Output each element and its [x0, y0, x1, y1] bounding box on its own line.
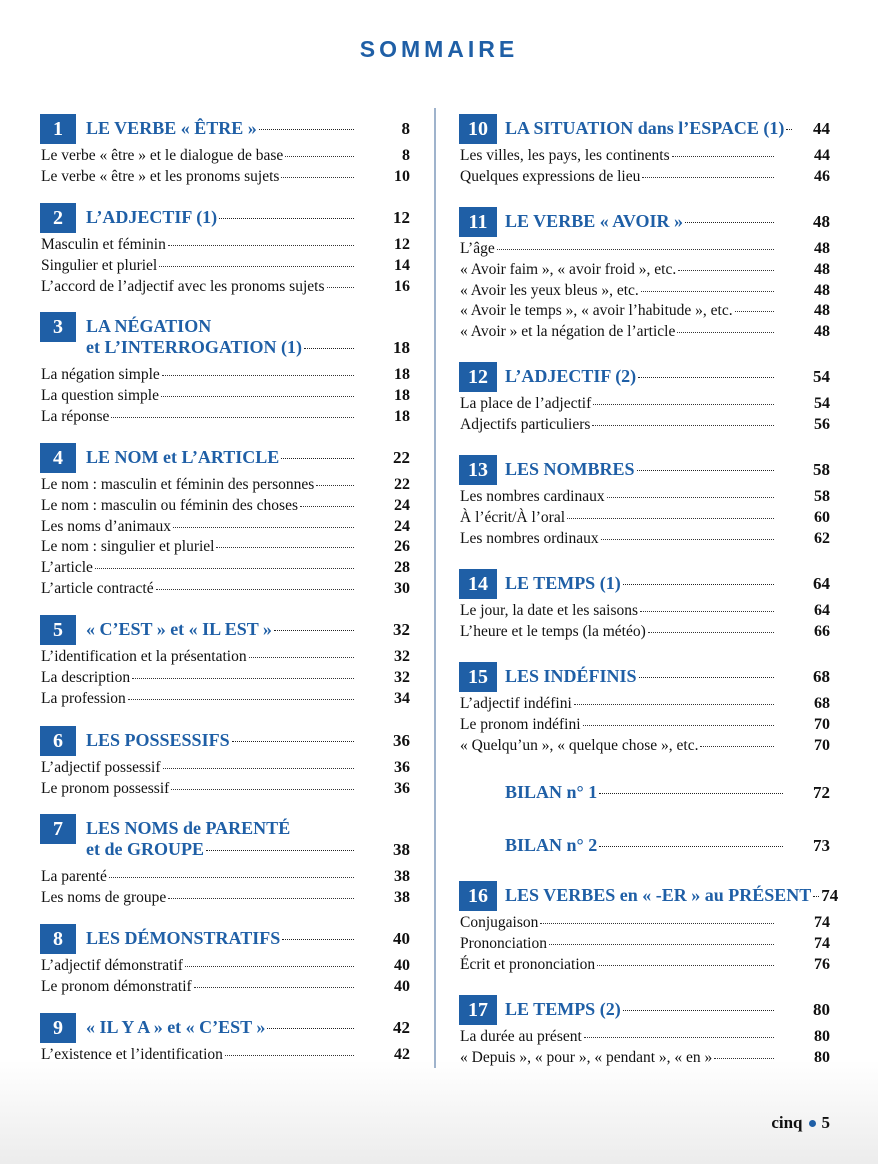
chapter-number: 17: [459, 995, 497, 1025]
dot-leader: [132, 678, 354, 679]
chapter-number: 16: [459, 881, 497, 911]
toc-entry[interactable]: [41, 580, 410, 598]
dot-leader: [592, 425, 774, 426]
dot-leader: [95, 568, 354, 569]
page-ref: 32: [394, 668, 410, 686]
chapter-number: 9: [40, 1013, 76, 1043]
entry-title: « Avoir » et la négation de l’article: [460, 323, 676, 341]
entry-title: La profession: [41, 689, 126, 707]
entry-title: « Avoir le temps », « avoir l’habitude », etc.: [460, 302, 733, 320]
entry-title: Masculin et féminin: [41, 236, 166, 253]
dot-leader: [159, 266, 354, 267]
dot-leader: [274, 630, 354, 631]
dot-leader: [281, 458, 354, 459]
toc-entry[interactable]: [460, 240, 830, 258]
chapter-number: 4: [40, 443, 76, 473]
bilan-label: BILAN n° 2: [505, 835, 598, 855]
toc-entry[interactable]: [460, 147, 830, 165]
dot-leader: [640, 611, 774, 612]
entry-title: Quelques expressions de lieu: [460, 167, 641, 185]
dot-leader: [678, 270, 774, 271]
entry-title: La réponse: [41, 407, 110, 425]
entry-title: La place de l’adjectif: [460, 395, 592, 412]
toc-entry[interactable]: [41, 978, 410, 996]
toc-entry[interactable]: [41, 168, 410, 186]
chapter-heading[interactable]: [86, 839, 410, 860]
page-ref: 16: [394, 277, 410, 295]
entry-title: La parenté: [41, 868, 107, 885]
page-ref: 38: [394, 888, 410, 906]
entry-title: L’adjectif indéfini: [460, 695, 572, 712]
entry-title: La description: [41, 668, 131, 686]
page-number: 5: [821, 1113, 830, 1132]
entry-title: Le jour, la date et les saisons: [460, 602, 639, 619]
page-ref: 24: [394, 517, 410, 535]
chapter-number: 10: [459, 114, 497, 144]
toc-entry[interactable]: [41, 497, 410, 515]
entry-title: Le pronom indéfini: [460, 715, 581, 733]
entry-title: Les noms de groupe: [41, 888, 167, 906]
page-ref: 73: [813, 836, 830, 855]
dot-leader: [574, 704, 774, 705]
page-footer: [771, 1113, 830, 1133]
dot-leader: [593, 404, 774, 405]
page-ref: 54: [814, 395, 830, 412]
dot-leader: [677, 332, 774, 333]
chapter-heading[interactable]: [505, 999, 830, 1020]
page-ref: 56: [814, 415, 830, 433]
dot-leader: [497, 249, 774, 250]
page-ref: 80: [814, 1028, 830, 1045]
page-ref: 68: [813, 667, 830, 686]
entry-title: Les noms d’animaux: [41, 517, 172, 535]
page-ref: 32: [393, 620, 410, 639]
page-ref: 8: [401, 119, 410, 138]
dot-leader: [623, 1010, 774, 1011]
toc-entry[interactable]: [41, 868, 410, 886]
dot-leader: [225, 1055, 354, 1056]
page-ref: 34: [394, 689, 410, 707]
dot-leader: [173, 527, 354, 528]
dot-leader: [700, 746, 774, 747]
dot-leader: [601, 539, 774, 540]
page-ref: 36: [394, 759, 410, 776]
page-ref: 28: [394, 559, 410, 577]
dot-leader: [267, 1028, 354, 1029]
chapter-heading[interactable]: [86, 818, 290, 839]
dot-leader: [583, 725, 774, 726]
page-ref: 64: [813, 574, 830, 593]
chapter-heading-text: LES POSSESSIFS: [86, 730, 230, 750]
chapter-heading-text: et de GROUPE: [86, 839, 204, 859]
toc-entry[interactable]: [41, 387, 410, 405]
chapter-heading[interactable]: [505, 573, 830, 594]
toc-entry[interactable]: [460, 716, 830, 734]
page-ref: 38: [394, 868, 410, 885]
page-ref: 48: [814, 323, 830, 341]
page-ref: 24: [394, 496, 410, 514]
toc-entry[interactable]: [41, 889, 410, 907]
toc-entry[interactable]: [460, 261, 830, 279]
dot-leader: [300, 506, 354, 507]
dot-leader: [639, 677, 774, 678]
toc-entry[interactable]: [460, 914, 830, 932]
chapter-heading[interactable]: [86, 928, 410, 949]
dot-leader: [281, 177, 354, 178]
dot-leader: [599, 846, 783, 847]
dot-leader: [194, 987, 354, 988]
entry-title: « Avoir faim », « avoir froid », etc.: [460, 260, 677, 278]
chapter-heading-text: LE TEMPS (1): [505, 573, 621, 593]
bilan-label: BILAN n° 1: [505, 782, 598, 802]
entry-title: Les nombres ordinaux: [460, 529, 599, 547]
bullet-icon: [809, 1120, 816, 1127]
chapter-number: 11: [459, 207, 497, 237]
toc-entry[interactable]: [41, 476, 410, 494]
toc-entry[interactable]: [41, 408, 410, 426]
dot-leader: [168, 245, 354, 246]
entry-title: La négation simple: [41, 366, 160, 383]
dot-leader: [540, 923, 774, 924]
toc-entry[interactable]: [460, 282, 830, 300]
chapter-number: 15: [459, 662, 497, 692]
page-ref: 40: [393, 929, 410, 948]
chapter-heading[interactable]: [505, 666, 830, 687]
page-ref: 60: [814, 508, 830, 526]
entry-title: Le verbe « être » et les pronoms sujets: [41, 167, 280, 185]
chapter-heading-text: LES INDÉFINIS: [505, 666, 637, 686]
page-ref: 22: [393, 448, 410, 467]
chapter-heading-text: LA SITUATION dans l’ESPACE (1): [505, 118, 785, 138]
dot-leader: [597, 965, 774, 966]
toc-entry[interactable]: [460, 623, 830, 641]
toc-entry[interactable]: [41, 1046, 410, 1064]
page-ref: 40: [394, 957, 410, 974]
chapter-number: 14: [459, 569, 497, 599]
entry-title: L’heure et le temps (la météo): [460, 622, 646, 640]
dot-leader: [813, 896, 819, 897]
chapter-heading[interactable]: [505, 211, 830, 232]
page-ref: 36: [393, 731, 410, 750]
entry-title: L’article: [41, 559, 93, 577]
chapter-heading-text: LE VERBE « AVOIR »: [505, 211, 684, 231]
chapter-heading-text: L’ADJECTIF (1): [86, 207, 218, 227]
dot-leader: [163, 768, 354, 769]
toc-entry[interactable]: [460, 695, 830, 713]
entry-title: Conjugaison: [460, 914, 539, 931]
entry-title: Singulier et pluriel: [41, 256, 158, 274]
toc-entry[interactable]: [460, 1049, 830, 1067]
toc-entry[interactable]: [460, 488, 830, 506]
dot-leader: [161, 396, 354, 397]
page-ref: 18: [394, 407, 410, 425]
toc-entry[interactable]: [41, 559, 410, 577]
dot-leader: [623, 584, 774, 585]
page-ref: 18: [394, 366, 410, 383]
toc-entry[interactable]: [41, 147, 410, 165]
toc-entry[interactable]: [460, 737, 830, 755]
dot-leader: [128, 699, 354, 700]
page-ref: 74: [814, 914, 830, 931]
chapter-number: 13: [459, 455, 497, 485]
page-ref: 42: [394, 1046, 410, 1063]
toc-entry[interactable]: [41, 236, 410, 254]
chapter-number: 6: [40, 726, 76, 756]
dot-leader: [735, 311, 774, 312]
dot-leader: [786, 129, 792, 130]
page-ref: 38: [393, 840, 410, 859]
chapter-heading-text: LES NOMBRES: [505, 459, 635, 479]
dot-leader: [282, 939, 354, 940]
dot-leader: [549, 944, 774, 945]
dot-leader: [168, 898, 354, 899]
toc-entry[interactable]: [41, 538, 410, 556]
page-ref: 12: [394, 236, 410, 253]
chapter-number: 5: [40, 615, 76, 645]
toc-entry[interactable]: [460, 395, 830, 413]
dot-leader: [185, 966, 354, 967]
entry-title: Les nombres cardinaux: [460, 488, 605, 505]
chapter-heading[interactable]: [86, 337, 410, 358]
dot-leader: [285, 156, 354, 157]
page-ref: 74: [814, 934, 830, 952]
chapter-heading-text: « C’EST » et « IL EST »: [86, 619, 272, 639]
dot-leader: [567, 518, 774, 519]
toc-entry[interactable]: [41, 957, 410, 975]
dot-leader: [109, 877, 354, 878]
page-ref: 12: [393, 208, 410, 227]
toc-entry[interactable]: [41, 690, 410, 708]
page-ref: 58: [813, 460, 830, 479]
entry-title: Le verbe « être » et le dialogue de base: [41, 147, 284, 164]
dot-leader: [685, 222, 774, 223]
entry-title: La durée au présent: [460, 1028, 582, 1045]
page-word: cinq: [771, 1113, 803, 1132]
chapter-heading-text: LE VERBE « ÊTRE »: [86, 118, 257, 138]
chapter-heading-text: LE NOM et L’ARTICLE: [86, 447, 280, 467]
toc-entry[interactable]: [460, 168, 830, 186]
page-ref: 32: [394, 648, 410, 665]
chapter-number: 2: [40, 203, 76, 233]
chapter-heading[interactable]: [505, 366, 830, 387]
chapter-heading-text: et L’INTERROGATION (1): [86, 337, 303, 357]
chapter-heading-text: LES DÉMONSTRATIFS: [86, 928, 281, 948]
entry-title: L’existence et l’identification: [41, 1046, 223, 1063]
entry-title: Le nom : singulier et pluriel: [41, 538, 215, 556]
entry-title: Écrit et prononciation: [460, 955, 596, 973]
dot-leader: [219, 218, 354, 219]
toc-entry[interactable]: [460, 302, 830, 320]
toc-entry[interactable]: [41, 648, 410, 666]
entry-title: « Depuis », « pour », « pendant », « en »: [460, 1048, 713, 1066]
page-ref: 54: [813, 367, 830, 386]
dot-leader: [259, 129, 354, 130]
dot-leader: [162, 375, 354, 376]
page-ref: 70: [814, 736, 830, 754]
entry-title: Le pronom possessif: [41, 779, 170, 797]
toc-entry[interactable]: [41, 278, 410, 296]
page-title: SOMMAIRE: [359, 36, 519, 62]
entry-title: L’adjectif possessif: [41, 759, 161, 776]
toc-entry[interactable]: [41, 257, 410, 275]
toc-entry[interactable]: [460, 956, 830, 974]
dot-leader: [584, 1037, 774, 1038]
page-ref: 30: [394, 580, 410, 597]
page-ref: 72: [813, 783, 830, 802]
chapter-heading[interactable]: [86, 1017, 410, 1038]
dot-leader: [111, 417, 354, 418]
page-ref: 42: [393, 1018, 410, 1037]
entry-title: « Avoir les yeux bleus », etc.: [460, 281, 639, 299]
page-ref: 48: [814, 281, 830, 299]
page-ref: 58: [814, 488, 830, 505]
chapter-heading[interactable]: [505, 118, 830, 139]
toc-entry[interactable]: [460, 323, 830, 341]
bilan-heading[interactable]: [505, 782, 830, 803]
page-ref: 80: [813, 1000, 830, 1019]
page-ref: 68: [814, 695, 830, 712]
chapter-number: 7: [40, 814, 76, 844]
entry-title: L’adjectif démonstratif: [41, 957, 183, 974]
toc-entry[interactable]: [41, 366, 410, 384]
page-ref: 40: [394, 977, 410, 995]
chapter-heading[interactable]: [86, 207, 410, 228]
dot-leader: [672, 156, 774, 157]
page-ref: 46: [814, 167, 830, 185]
page-ref: 8: [402, 147, 410, 164]
dot-leader: [232, 741, 354, 742]
chapter-number: 1: [40, 114, 76, 144]
toc-entry[interactable]: [41, 518, 410, 536]
entry-title: À l’écrit/À l’oral: [460, 508, 566, 526]
toc-entry[interactable]: [41, 759, 410, 777]
toc-entry[interactable]: [460, 935, 830, 953]
entry-title: Le nom : masculin et féminin des personnes: [41, 476, 315, 493]
column-divider: [434, 108, 436, 1068]
page-ref: 36: [394, 779, 410, 797]
dot-leader: [171, 789, 354, 790]
chapter-number: 3: [40, 312, 76, 342]
dot-leader: [642, 177, 774, 178]
page-ref: 48: [814, 260, 830, 278]
page-ref: 14: [394, 256, 410, 274]
entry-title: Adjectifs particuliers: [460, 415, 591, 433]
dot-leader: [648, 632, 774, 633]
page-ref: 76: [814, 955, 830, 973]
chapter-heading[interactable]: [86, 316, 211, 337]
dot-leader: [638, 377, 774, 378]
toc-entry[interactable]: [460, 416, 830, 434]
chapter-heading[interactable]: [86, 447, 410, 468]
page-ref: 74: [821, 886, 839, 905]
page-ref: 18: [393, 338, 410, 357]
entry-title: L’accord de l’adjectif avec les pronoms sujets: [41, 277, 325, 295]
toc-entry[interactable]: [41, 669, 410, 687]
entry-title: La question simple: [41, 386, 159, 404]
chapter-heading[interactable]: [505, 459, 830, 480]
toc-entry[interactable]: [41, 780, 410, 798]
chapter-heading[interactable]: [505, 885, 839, 906]
dot-leader: [206, 850, 354, 851]
page-ref: 62: [814, 529, 830, 547]
dot-leader: [316, 485, 354, 486]
entry-title: « Quelqu’un », « quelque chose », etc.: [460, 736, 699, 754]
entry-title: Prononciation: [460, 934, 547, 952]
page-ref: 48: [813, 212, 830, 231]
dot-leader: [607, 497, 774, 498]
chapter-number: 12: [459, 362, 497, 392]
chapter-heading-text: LE TEMPS (2): [505, 999, 621, 1019]
chapter-heading-text: « IL Y A » et « C’EST »: [86, 1017, 266, 1037]
toc-entry[interactable]: [460, 602, 830, 620]
page-ref: 18: [394, 386, 410, 404]
page-ref: 44: [814, 147, 830, 164]
page-ref: 44: [813, 119, 830, 138]
dot-leader: [599, 793, 783, 794]
page-ref: 48: [814, 302, 830, 320]
chapter-heading-text: LES NOMS de PARENTÉ: [86, 818, 291, 838]
chapter-heading[interactable]: [86, 619, 410, 640]
page-ref: 70: [814, 715, 830, 733]
chapter-number: 8: [40, 924, 76, 954]
dot-leader: [216, 547, 354, 548]
page-ref: 22: [394, 476, 410, 493]
entry-title: L’âge: [460, 240, 495, 257]
bilan-heading[interactable]: [505, 835, 830, 856]
entry-title: Le nom : masculin ou féminin des choses: [41, 496, 298, 514]
page-ref: 48: [814, 240, 830, 257]
entry-title: L’article contracté: [41, 580, 154, 597]
toc-entry[interactable]: [460, 1028, 830, 1046]
entry-title: L’identification et la présentation: [41, 648, 247, 665]
dot-leader: [714, 1058, 774, 1059]
dot-leader: [249, 657, 354, 658]
page-ref: 10: [394, 167, 410, 185]
chapter-heading-text: L’ADJECTIF (2): [505, 366, 637, 386]
page-ref: 26: [394, 538, 410, 556]
toc-entry[interactable]: [460, 530, 830, 548]
dot-leader: [156, 589, 354, 590]
toc-entry[interactable]: [460, 509, 830, 527]
dot-leader: [304, 348, 354, 349]
chapter-heading[interactable]: [86, 730, 410, 751]
entry-title: Les villes, les pays, les continents: [460, 147, 670, 164]
chapter-heading-text: LES VERBES en « -ER » au PRÉSENT: [505, 885, 812, 905]
chapter-heading-text: LA NÉGATION: [86, 316, 212, 336]
page-ref: 80: [814, 1048, 830, 1066]
page-ref: 66: [814, 622, 830, 640]
entry-title: Le pronom démonstratif: [41, 977, 192, 995]
dot-leader: [637, 470, 774, 471]
dot-leader: [641, 291, 774, 292]
page-ref: 64: [814, 602, 830, 619]
chapter-heading[interactable]: [86, 118, 410, 139]
dot-leader: [327, 287, 355, 288]
